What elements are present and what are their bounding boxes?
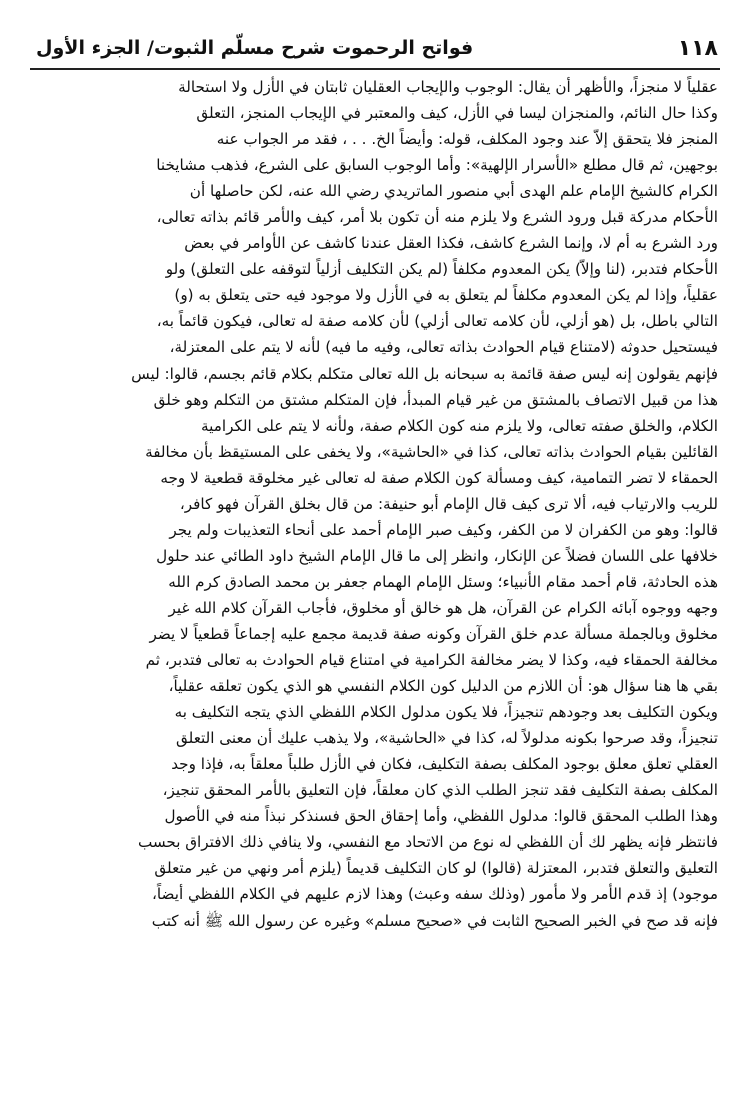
text-line: الأحكام مدركة قبل ورود الشرع ولا يلزم منه أن تكون بلا أمر، كيف والأمر قائم بذاته تعالى،: [156, 208, 718, 227]
text-line: هذا من قبيل الاتصاف بالمشتق من غير قيام المبدأ، فإن المتكلم مشتق من التكلم وهو خلق: [153, 390, 718, 409]
text-line: وجهه ووجوه آبائه الكرام عن القرآن، هل هو خالق أو مخلوق، فأجاب القرآن كلام الله غير: [168, 598, 718, 617]
running-title: فواتح الرحموت شرح مسلّم الثبوت/ الجزء الأول: [36, 37, 474, 59]
text-line: تنجيزاً، وقد صرحوا بكونه مدلولاً له، كذا في «الحاشية»، ولا يذهب عليك أن معنى التعلق: [176, 729, 718, 748]
text-line: عقلياً لا منجزاً، والأظهر أن يقال: الوجوب والإيجاب العقليان ثابتان في الأزل ولا استحالة: [178, 78, 718, 96]
text-line: القائلين بقيام الحوادث بذاته تعالى، كذا في «الحاشية»، ولا يخفى على المستيقظ بأن مخالفة: [145, 442, 718, 461]
text-line: للريب والارتياب فيه، ألا ترى كيف قال الإمام أبو حنيفة: من قال بخلق القرآن فهو كافر،: [179, 494, 718, 513]
text-line: بوجهين، ثم قال مطلع «الأسرار الإلهية»: وأما الوجوب السابق على الشرع، فذهب مشايخنا: [156, 156, 718, 175]
page-body: [34, 74, 718, 934]
text-line: موجود) إذ قدم الأمر ولا مأمور (وذلك سفه وعبث) وهذا لازم عليهم في الكلام اللفظي أيضاً،: [152, 885, 718, 904]
text-line: وكذا حال النائم، والمنجزان ليسا في الأزل، كيف والمعتبر في الإيجاب المنجز، التعلق: [196, 104, 718, 123]
text-line: فانتظر فإنه يظهر لك أن اللفظي له نوع من الاتحاد مع النفسي، ولا ينافي ذلك الافتراق بحسب: [137, 833, 718, 852]
text-line: بقي ها هنا سؤال هو: أن اللازم من الدليل كون الكلام النفسي هو الذي يكون تعلقه عقلياً،: [168, 677, 718, 696]
text-line: العقلي تعلق معلق بوجود المكلف بصفة التكليف، فكان في الأزل طلباً معلقاً به، فإذا وجد: [171, 755, 718, 774]
text-line: الأحكام فتدبر، (لنا وإلاّ) يكن المعدوم مكلفاً (لم يكن التكليف أزلياً لتوقفه على التعلق) ولو: [165, 260, 718, 279]
text-line: الكلام، والخلق صفته تعالى، ولا يلزم منه كون الكلام صفة، ولأنه لا يتم على الكرامية: [201, 416, 718, 435]
text-line: مخلوق وبالجملة مسألة عدم خلق القرآن وكونه صفة قديمة مجمع عليه إجماعاً قطعياً لا يضر: [149, 624, 718, 643]
text-line: المنجز فلا يتحقق إلاّ عند وجود المكلف، قوله: وأيضاً الخ. . . ، فقد مر الجواب عنه: [216, 130, 718, 149]
text-line: التالي باطل، بل (هو أزلي، لأن كلامه تعالى أزلي) لأن كلامه صفة له تعالى، فيكون قائماً به،: [156, 312, 718, 331]
text-line: المكلف بصفة التكليف فقد تنجز الطلب الذي كان معلقاً، فإن التعليق بالأمر المحقق تنجيز،: [162, 781, 718, 800]
text-line: فإنه قد صح في الخبر الصحيح الثابت في «صحيح مسلم» وغيره عن رسول الله ﷺ أنه كتب: [151, 911, 718, 930]
text-line: وهذا الطلب المحقق قالوا: مدلول اللفظي، وأما إحقاق الحق فسنذكر نبذاً منه في الأصول: [164, 807, 718, 826]
page-number: ١١٨: [677, 35, 718, 61]
text-line: عقلياً، وإذا لم يكن المعدوم مكلفاً لم يتعلق به في الأزل ولا موجود فيه حتى يتعلق به (و): [174, 286, 718, 305]
text-line: مخالفة الحمقاء فيه، وكذا لا يضر مخالفة الكرامية في امتناع قيام الحوادث به تعالى فتدبر، ثم: [145, 651, 718, 670]
text-line: خلافها على اللسان فضلاً عن الإنكار، وانظر إلى ما قال الإمام الشيخ داود الطائي عند حلول: [156, 546, 718, 565]
text-line: الكرام كالشيخ الإمام علم الهدى أبي منصور الماتريدي رضي الله عنه، لكن حاصلها أن: [189, 182, 718, 201]
text-line: فإنهم يقولون إنه ليس صفة قائمة به سبحانه بل الله تعالى متكلم بكلام قائم بجسم، قالوا: ليس: [131, 364, 718, 383]
header-rule: [30, 68, 720, 70]
text-line: ورد الشرع به أم لا، وإنما الشرع كاشف، فكذا العقل عندنا كاشف عن الأوامر في بعض: [184, 234, 718, 253]
text-line: فيستحيل حدوثه (لامتناع قيام الحوادث بذاته تعالى، وفيه ما فيه) لأنه لا يتم على المعتزلة،: [169, 338, 718, 357]
text-line: قالوا: وهو من الكفران لا من الكفر، وكيف صبر الإمام أحمد على أنحاء التعذيبات ولم يجر: [169, 520, 718, 539]
text-line: هذه الحادثة، قام أحمد مقام الأنبياء؛ وسئل الإمام الهمام جعفر بن محمد الصادق كرم الله: [168, 572, 718, 591]
text-line: الحمقاء لا تضر التمامية، كيف ومسألة كون الكلام صفة له تعالى غير مخلوقة قطعية لا وجه: [160, 468, 718, 487]
text-line: التعليق والتعلق فتدبر، المعتزلة (قالوا) لو كان التكليف قديماً (يلزم أمر ونهي من غير متعلق: [154, 859, 718, 878]
text-line: ويكون التكليف بعد وجودهم تنجيزاً، فلا يكون مدلول الكلام اللفظي الذي يتجه التكليف به: [174, 703, 718, 722]
page-header: [32, 28, 718, 68]
